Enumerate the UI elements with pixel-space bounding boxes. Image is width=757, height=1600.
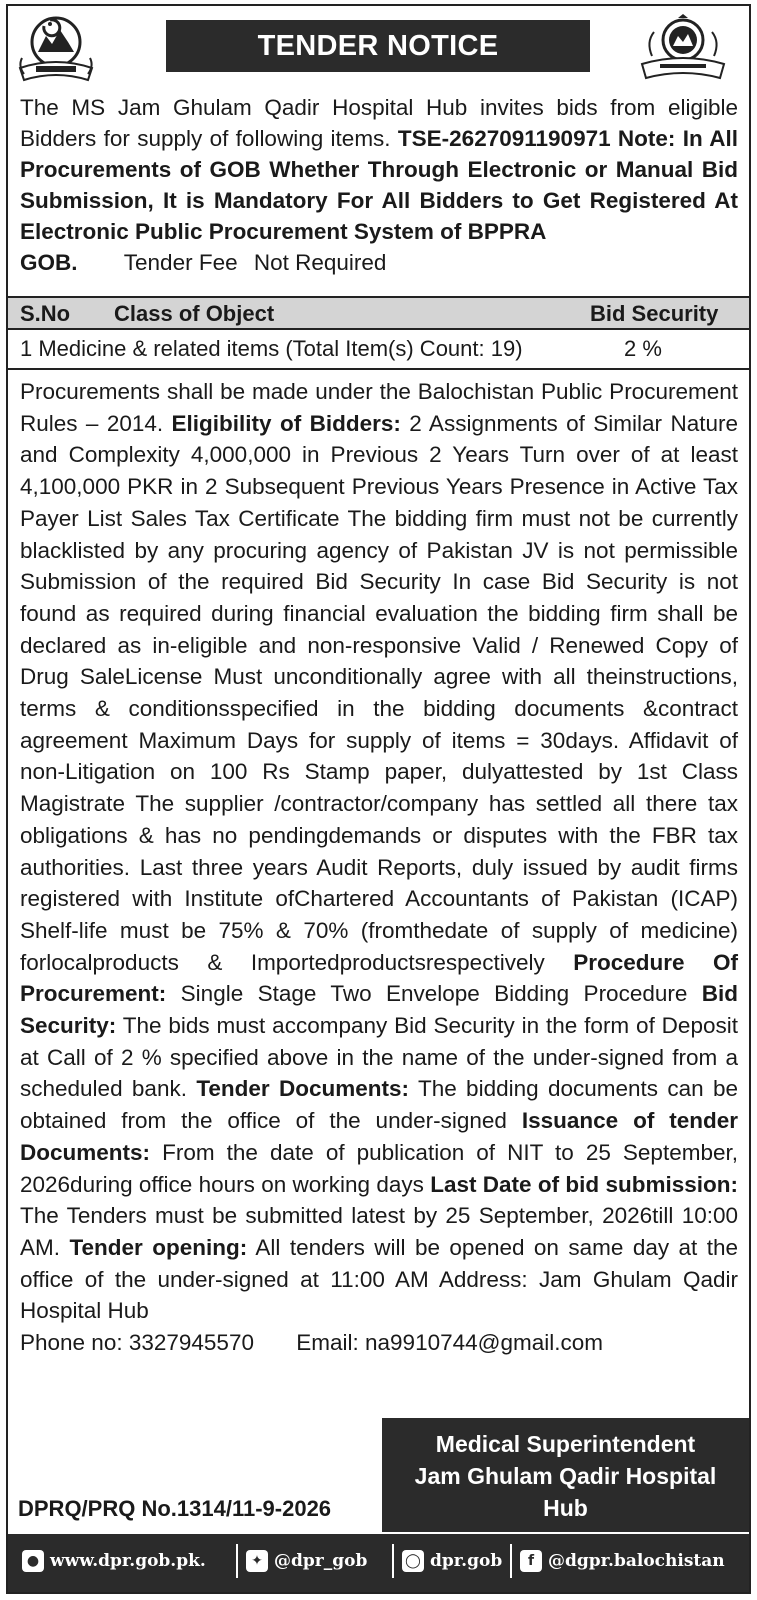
website-text: www.dpr.gob.pk. [50, 1551, 206, 1571]
rules-text: Procurements shall be made under the Balochistan Public Procurement Rules – 2014. [20, 379, 738, 436]
eligibility-label: Eligibility of Bidders: [171, 410, 401, 436]
table-row [8, 330, 749, 370]
procedure-label: Procedure Of Procurement: [20, 949, 738, 1007]
email-address: Email: na9910744@gmail.com [296, 1330, 603, 1356]
balochistan-emblem-icon [16, 12, 96, 86]
facebook-icon: f [520, 1550, 542, 1572]
footer-website[interactable] [22, 1550, 206, 1572]
items-table [8, 296, 749, 370]
footer-facebook[interactable] [520, 1550, 725, 1572]
tender-documents-text: The bidding documents can be obtained from the office of the under-signed [20, 1076, 738, 1134]
signatory-location: Hub [543, 1495, 588, 1521]
divider [510, 1544, 512, 1578]
bid-security-text: The bids must accompany Bid Security in the form of Deposit at Call of 2 % specified above in the name of the under-signed from a scheduled bank. [20, 1013, 738, 1102]
footer-instagram[interactable] [402, 1550, 502, 1572]
twitter-icon: ✦ [246, 1550, 268, 1572]
col-sno: S.No [20, 301, 71, 326]
twitter-text: @dpr_gob [274, 1551, 368, 1571]
govt-seal-icon [638, 12, 728, 84]
header [8, 6, 749, 92]
tender-opening-label: Tender opening: [69, 1234, 248, 1260]
table-header [8, 296, 749, 330]
tender-fee-label: Tender Fee [123, 250, 238, 275]
procedure-text: Single Stage Two Envelope Bidding Procedure [180, 981, 688, 1007]
tender-fee-row [20, 247, 738, 278]
intro-text: The MS Jam Ghulam Qadir Hospital Hub invites bids from eligible Bidders for supply of following items. [20, 95, 738, 151]
eligibility-text: 2 Assignments of Similar Nature and Complexity 4,000,000 in Previous 2 Years Turn over of at least 4,100,000 PKR in 2 Subsequent Previous Years Presence in Active Tax Payer List Sales Tax Certificate The bidding firm must not be currently blacklisted by any procuring agency of Pakistan JV is not permissible Submission of the required Bid Security In case Bid Security is not found as required during financial evaluation the bidding firm shall be declared as in-eligible and non-responsive Valid / Renewed Copy of Drug SaleLicense Must unconditionally agree with all theinstructions, terms & conditionsspecified in the bidding documents &contract agreement Maximum Days for supply of items = 30days. Affidavit of non-Litigation on 100 Rs Stamp paper, dulyattested by 1st Class Magistrate The supplier /contractor/company has settled all there tax obligations & has no pendingdemands or disputes with the FBR tax authorities. Last three years Audit Reports, duly issued by audit firms registered with Institute ofChartered Accountants of Pakistan (ICAP) Shelf-life must be 75% & 70% (fromthedate of supply of medicine) forlocalproducts & Importedproductsrespectively [20, 410, 738, 975]
tender-documents-label: Tender Documents: [196, 1076, 410, 1102]
tender-details [20, 376, 738, 1359]
signatory-org: Jam Ghulam Qadir Hospital [414, 1463, 717, 1489]
footer [8, 1534, 749, 1592]
globe-icon: ● [22, 1550, 44, 1572]
page-title: TENDER NOTICE [166, 20, 590, 72]
signatory-title: Medical Superintendent [435, 1431, 696, 1457]
divider [392, 1544, 394, 1578]
col-bid-security: Bid Security [590, 301, 719, 326]
tender-fee-value: Not Required [253, 250, 387, 275]
issuance-text: From the date of publication of NIT to 25 September, 2026during office hours on working days [20, 1139, 738, 1197]
instagram-icon: ◯ [402, 1550, 424, 1572]
bid-security-label: Bid Security: [20, 981, 738, 1039]
intro-paragraph [20, 92, 738, 278]
footer-twitter[interactable] [246, 1550, 367, 1572]
facebook-text: @dgpr.balochistan [548, 1551, 725, 1571]
last-date-text: The Tenders must be submitted latest by 25 September, 2026till 10:00 AM. [20, 1203, 738, 1260]
tender-notice-page [6, 4, 751, 1594]
instagram-text: dpr.gob [430, 1551, 503, 1571]
divider [236, 1544, 238, 1578]
col-class-of-object: Class of Object [114, 301, 275, 326]
issuance-label: Issuance of tender Documents: [20, 1108, 738, 1165]
phone-number: Phone no: 3327945570 [20, 1330, 254, 1356]
row-item: 1 Medicine & related items (Total Item(s) Count: 19) [20, 336, 523, 361]
row-security: 2 % [624, 336, 662, 361]
tender-opening-text: All tenders will be opened on same day at the office of the under-signed at 11:00 AM Address: Jam Ghulam Qadir Hospital Hub [20, 1234, 738, 1324]
reference-number: DPRQ/PRQ No.1314/11-9-2026 [18, 1496, 332, 1521]
gob-label: GOB. [20, 250, 78, 275]
contact-line [20, 1327, 738, 1359]
last-date-label: Last Date of bid submission: [430, 1171, 738, 1197]
signature-block [382, 1418, 749, 1532]
tse-note: TSE-2627091190971 Note: In All Procurements of GOB Whether Through Electronic or Manual Bid Submission, It is Mandatory For All Bidders to Get Registered At Electronic Public Procurement System of BPPRA [20, 126, 739, 244]
